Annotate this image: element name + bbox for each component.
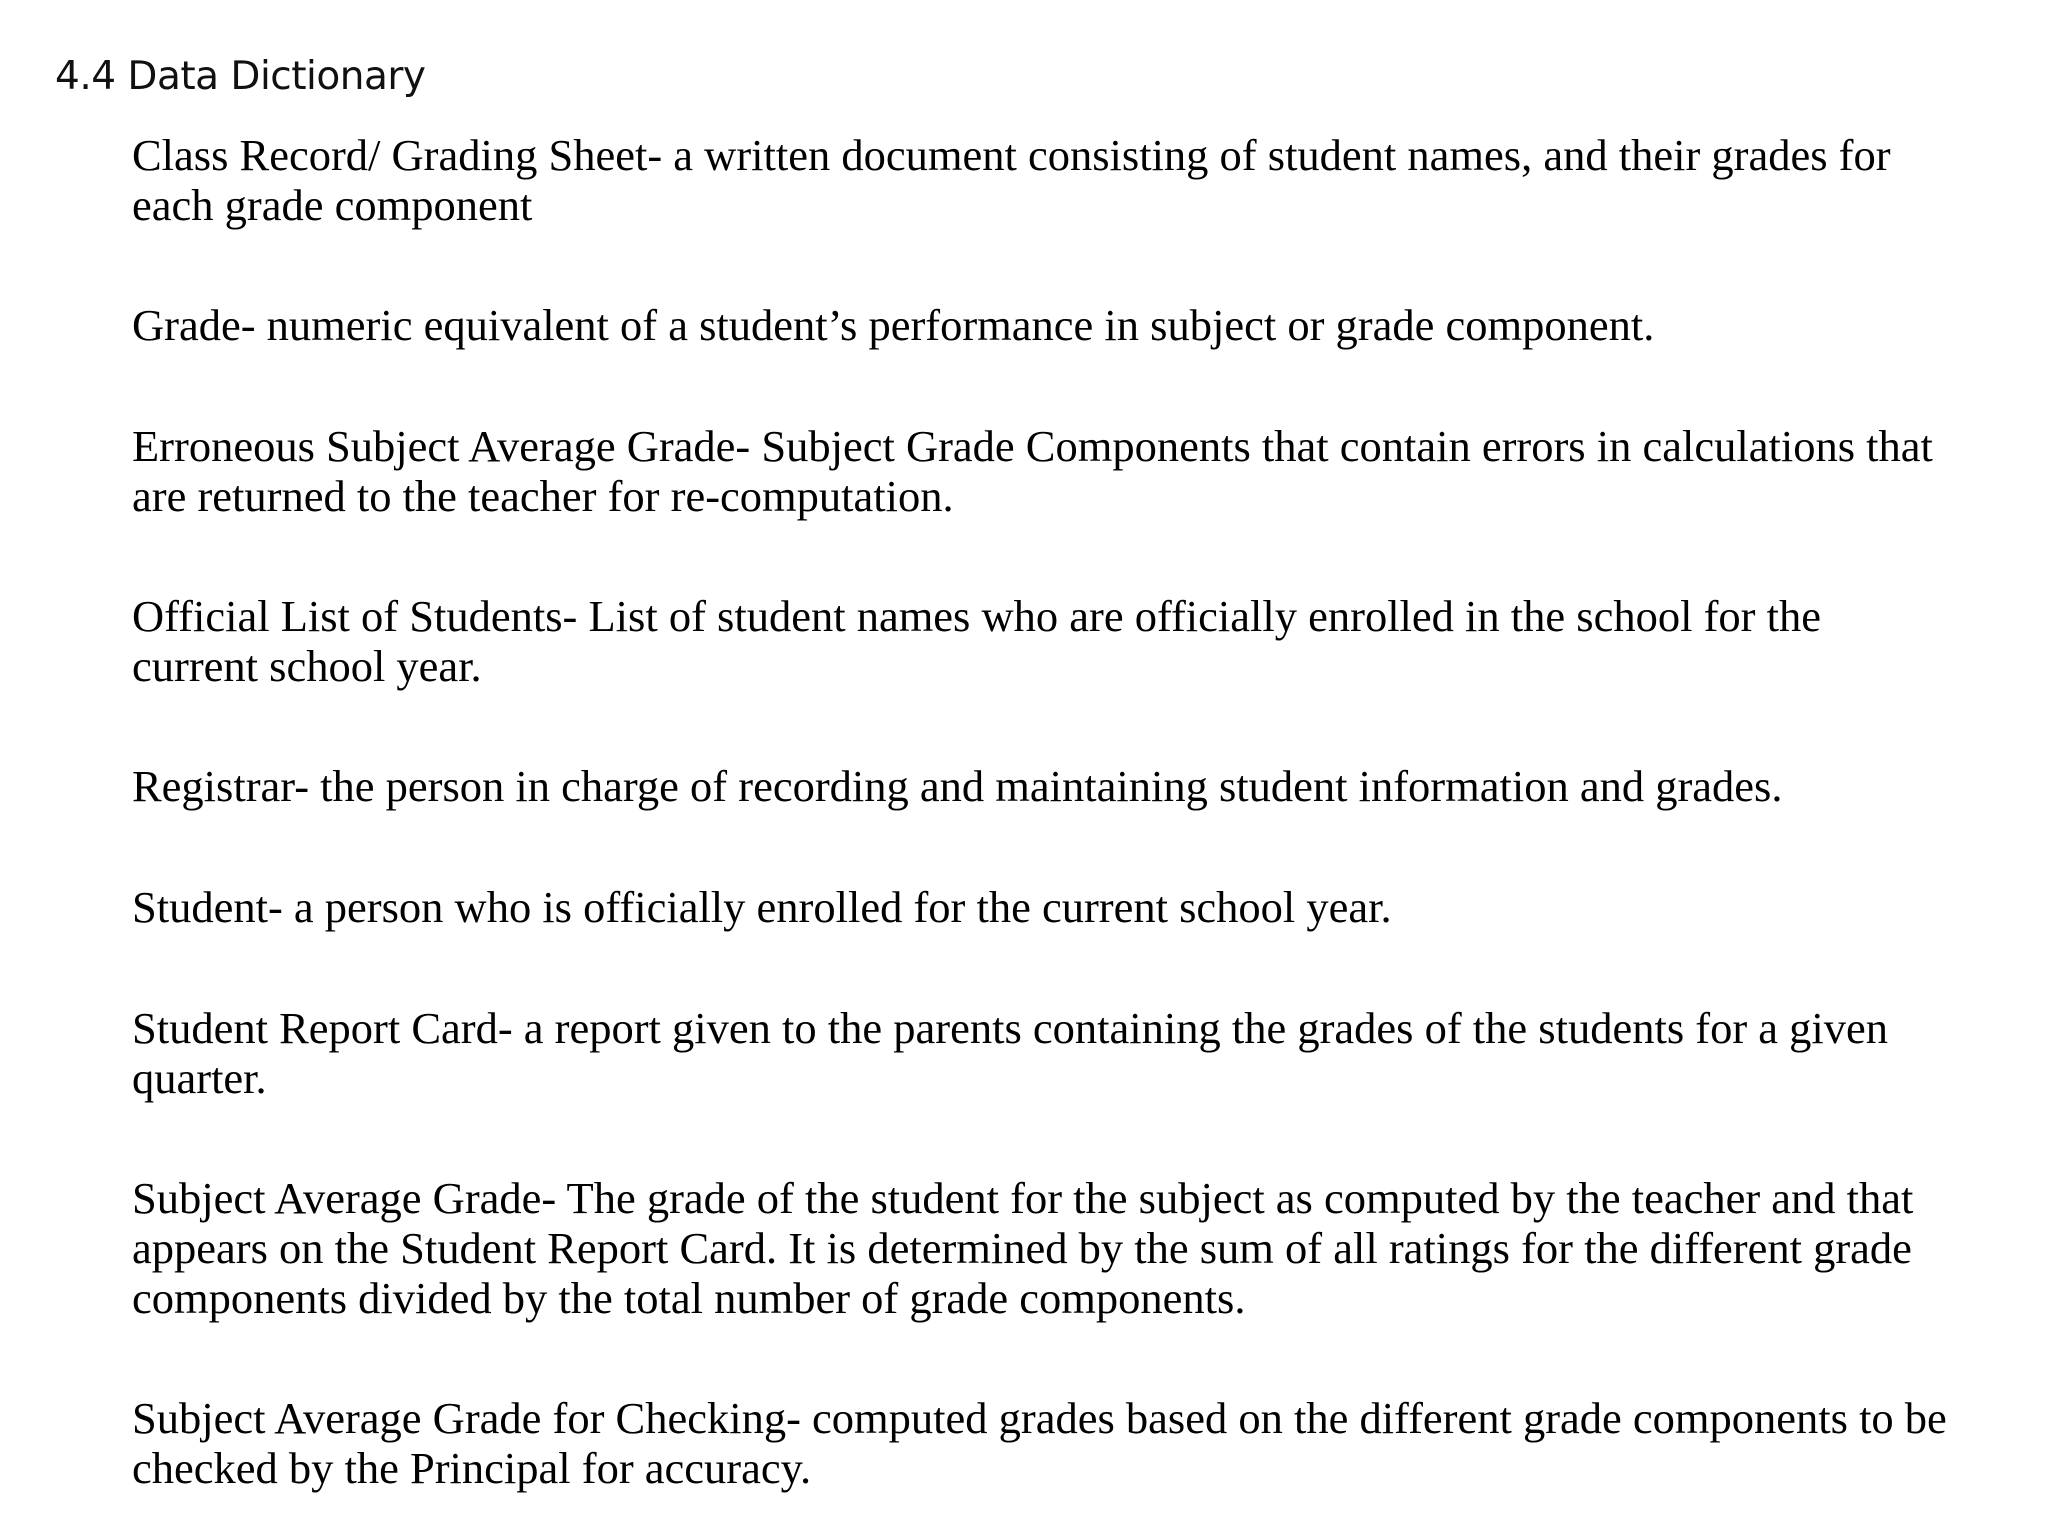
definition-line: Subject Average Grade for Checking- computed grades based on the different grade components to be [132,1393,1947,1443]
definition-line: Grade- numeric equivalent of a student’s performance in subject or grade component. [132,300,1655,350]
definition-line: Student- a person who is officially enrolled for the current school year. [132,882,1392,932]
definition-line: checked by the Principal for accuracy. [132,1443,812,1493]
definition-line: Class Record/ Grading Sheet- a written document consisting of student names, and their grades for [132,130,1891,180]
definition-line: are returned to the teacher for re-computation. [132,471,954,521]
definition-registrar [132,761,2022,811]
definition-class-record [132,130,2022,230]
definition-line: Erroneous Subject Average Grade- Subject Grade Components that contain errors in calculations that [132,421,1933,471]
definition-line: current school year. [132,641,482,691]
definition-subject-average-grade-for-checking [132,1393,2022,1493]
section-heading: 4.4 Data Dictionary [55,54,426,99]
definition-line: Subject Average Grade- The grade of the student for the subject as computed by the teacher and that [132,1173,1914,1223]
definition-grade [132,300,2022,350]
definition-student [132,882,2022,932]
definition-line: appears on the Student Report Card. It is determined by the sum of all ratings for the different grade [132,1223,1912,1273]
definition-line: quarter. [132,1053,267,1103]
definition-line: components divided by the total number of grade components. [132,1273,1246,1323]
definition-line: Student Report Card- a report given to the parents containing the grades of the students for a given [132,1003,1889,1053]
definition-official-list-of-students [132,591,2022,691]
definition-line: Official List of Students- List of student names who are officially enrolled in the school for the [132,591,1821,641]
definition-line: each grade component [132,180,533,230]
definition-erroneous-subject-average-grade [132,421,2022,521]
definition-line: Registrar- the person in charge of recording and maintaining student information and grades. [132,761,1783,811]
definition-student-report-card [132,1003,2022,1103]
definition-subject-average-grade [132,1173,2022,1323]
